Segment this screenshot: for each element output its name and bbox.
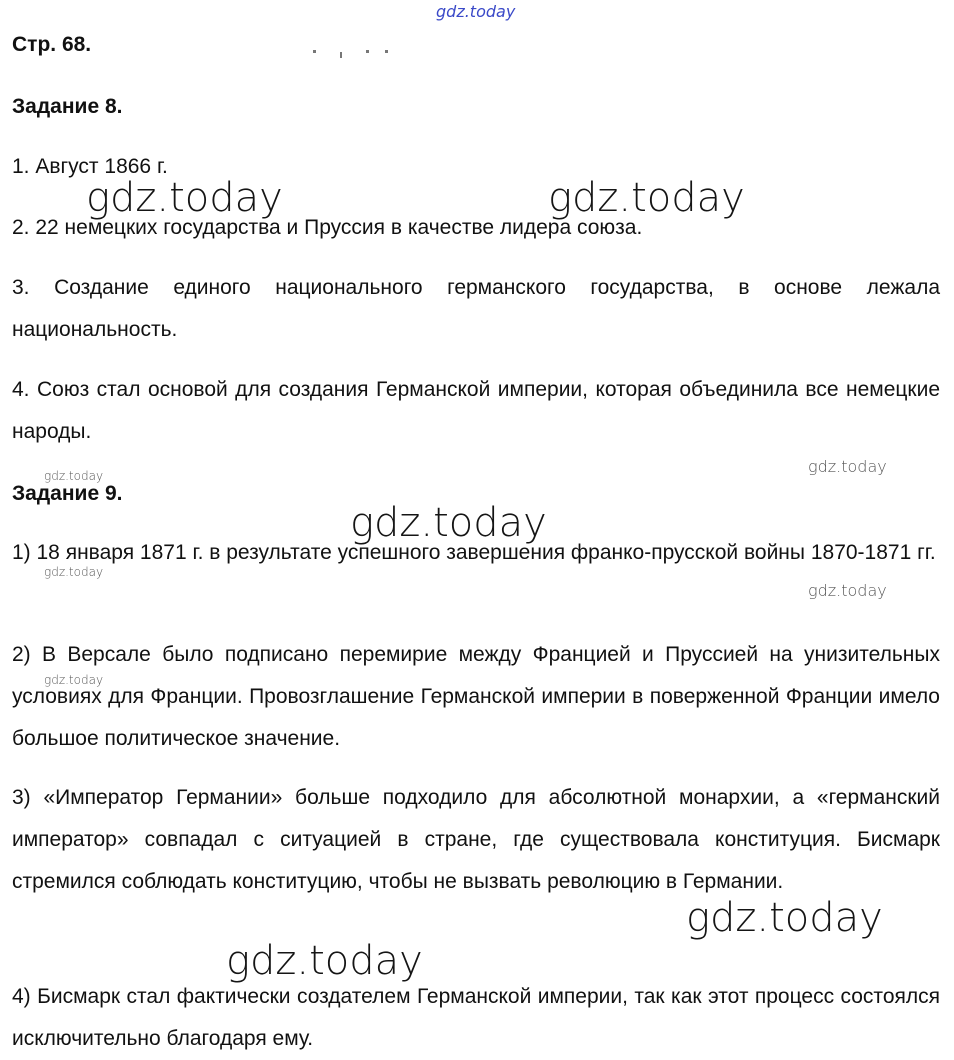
- watermark-large: gdz.today: [548, 175, 745, 221]
- task8-item-3: 3. Создание единого национального германского государства, в основе лежала национальность.: [12, 276, 940, 341]
- task8-item-2: 2. 22 немецких государства и Пруссия в качестве лидера союза.: [12, 216, 643, 239]
- task8-item-1: 1. Август 1866 г.: [12, 155, 168, 178]
- scan-speck: [366, 50, 369, 53]
- scan-speck: [313, 50, 316, 53]
- task9-item-3: 3) «Император Германии» больше подходило для абсолютной монархии, а «германский император» совпадал с ситуацией в стране, где существовала конституция. Бисмарк стремился соблюдать конституцию, чтобы не вызвать революцию в Германии.: [12, 786, 940, 893]
- page-label: Стр. 68.: [12, 33, 92, 56]
- watermark-large: gdz.today: [350, 500, 547, 546]
- watermark-tiny: gdz.today: [44, 673, 104, 687]
- task8-title: Задание 8.: [12, 95, 123, 118]
- task8-item-4: 4. Союз стал основой для создания Германской империи, которая объединила все немецкие народы.: [12, 378, 940, 443]
- task9-item-2: 2) В Версале было подписано перемирие между Францией и Пруссией на унизительных условиях для Франции. Провозглашение Германской империи в поверженной Франции имело большое политическое значение.: [12, 643, 940, 750]
- task9-title: Задание 9.: [12, 482, 123, 505]
- watermark-tiny: gdz.today: [44, 565, 104, 579]
- scan-speck: [385, 50, 388, 53]
- watermark-small: gdz.today: [808, 581, 887, 600]
- watermark-large: gdz.today: [686, 895, 883, 941]
- watermark-tiny: gdz.today: [44, 469, 104, 483]
- task9-item-1: 1) 18 января 1871 г. в результате успешного завершения франко-прусской войны 1870-1871 гг.: [12, 541, 936, 564]
- watermark-large: gdz.today: [86, 175, 283, 221]
- watermark-top: gdz.today: [436, 2, 516, 21]
- task9-item-4: 4) Бисмарк стал фактически создателем Германской империи, так как этот процесс состоялся исключительно благодаря ему.: [12, 985, 940, 1050]
- watermark-small: gdz.today: [808, 457, 887, 476]
- watermark-large: gdz.today: [226, 938, 423, 984]
- scan-speck: [340, 52, 342, 58]
